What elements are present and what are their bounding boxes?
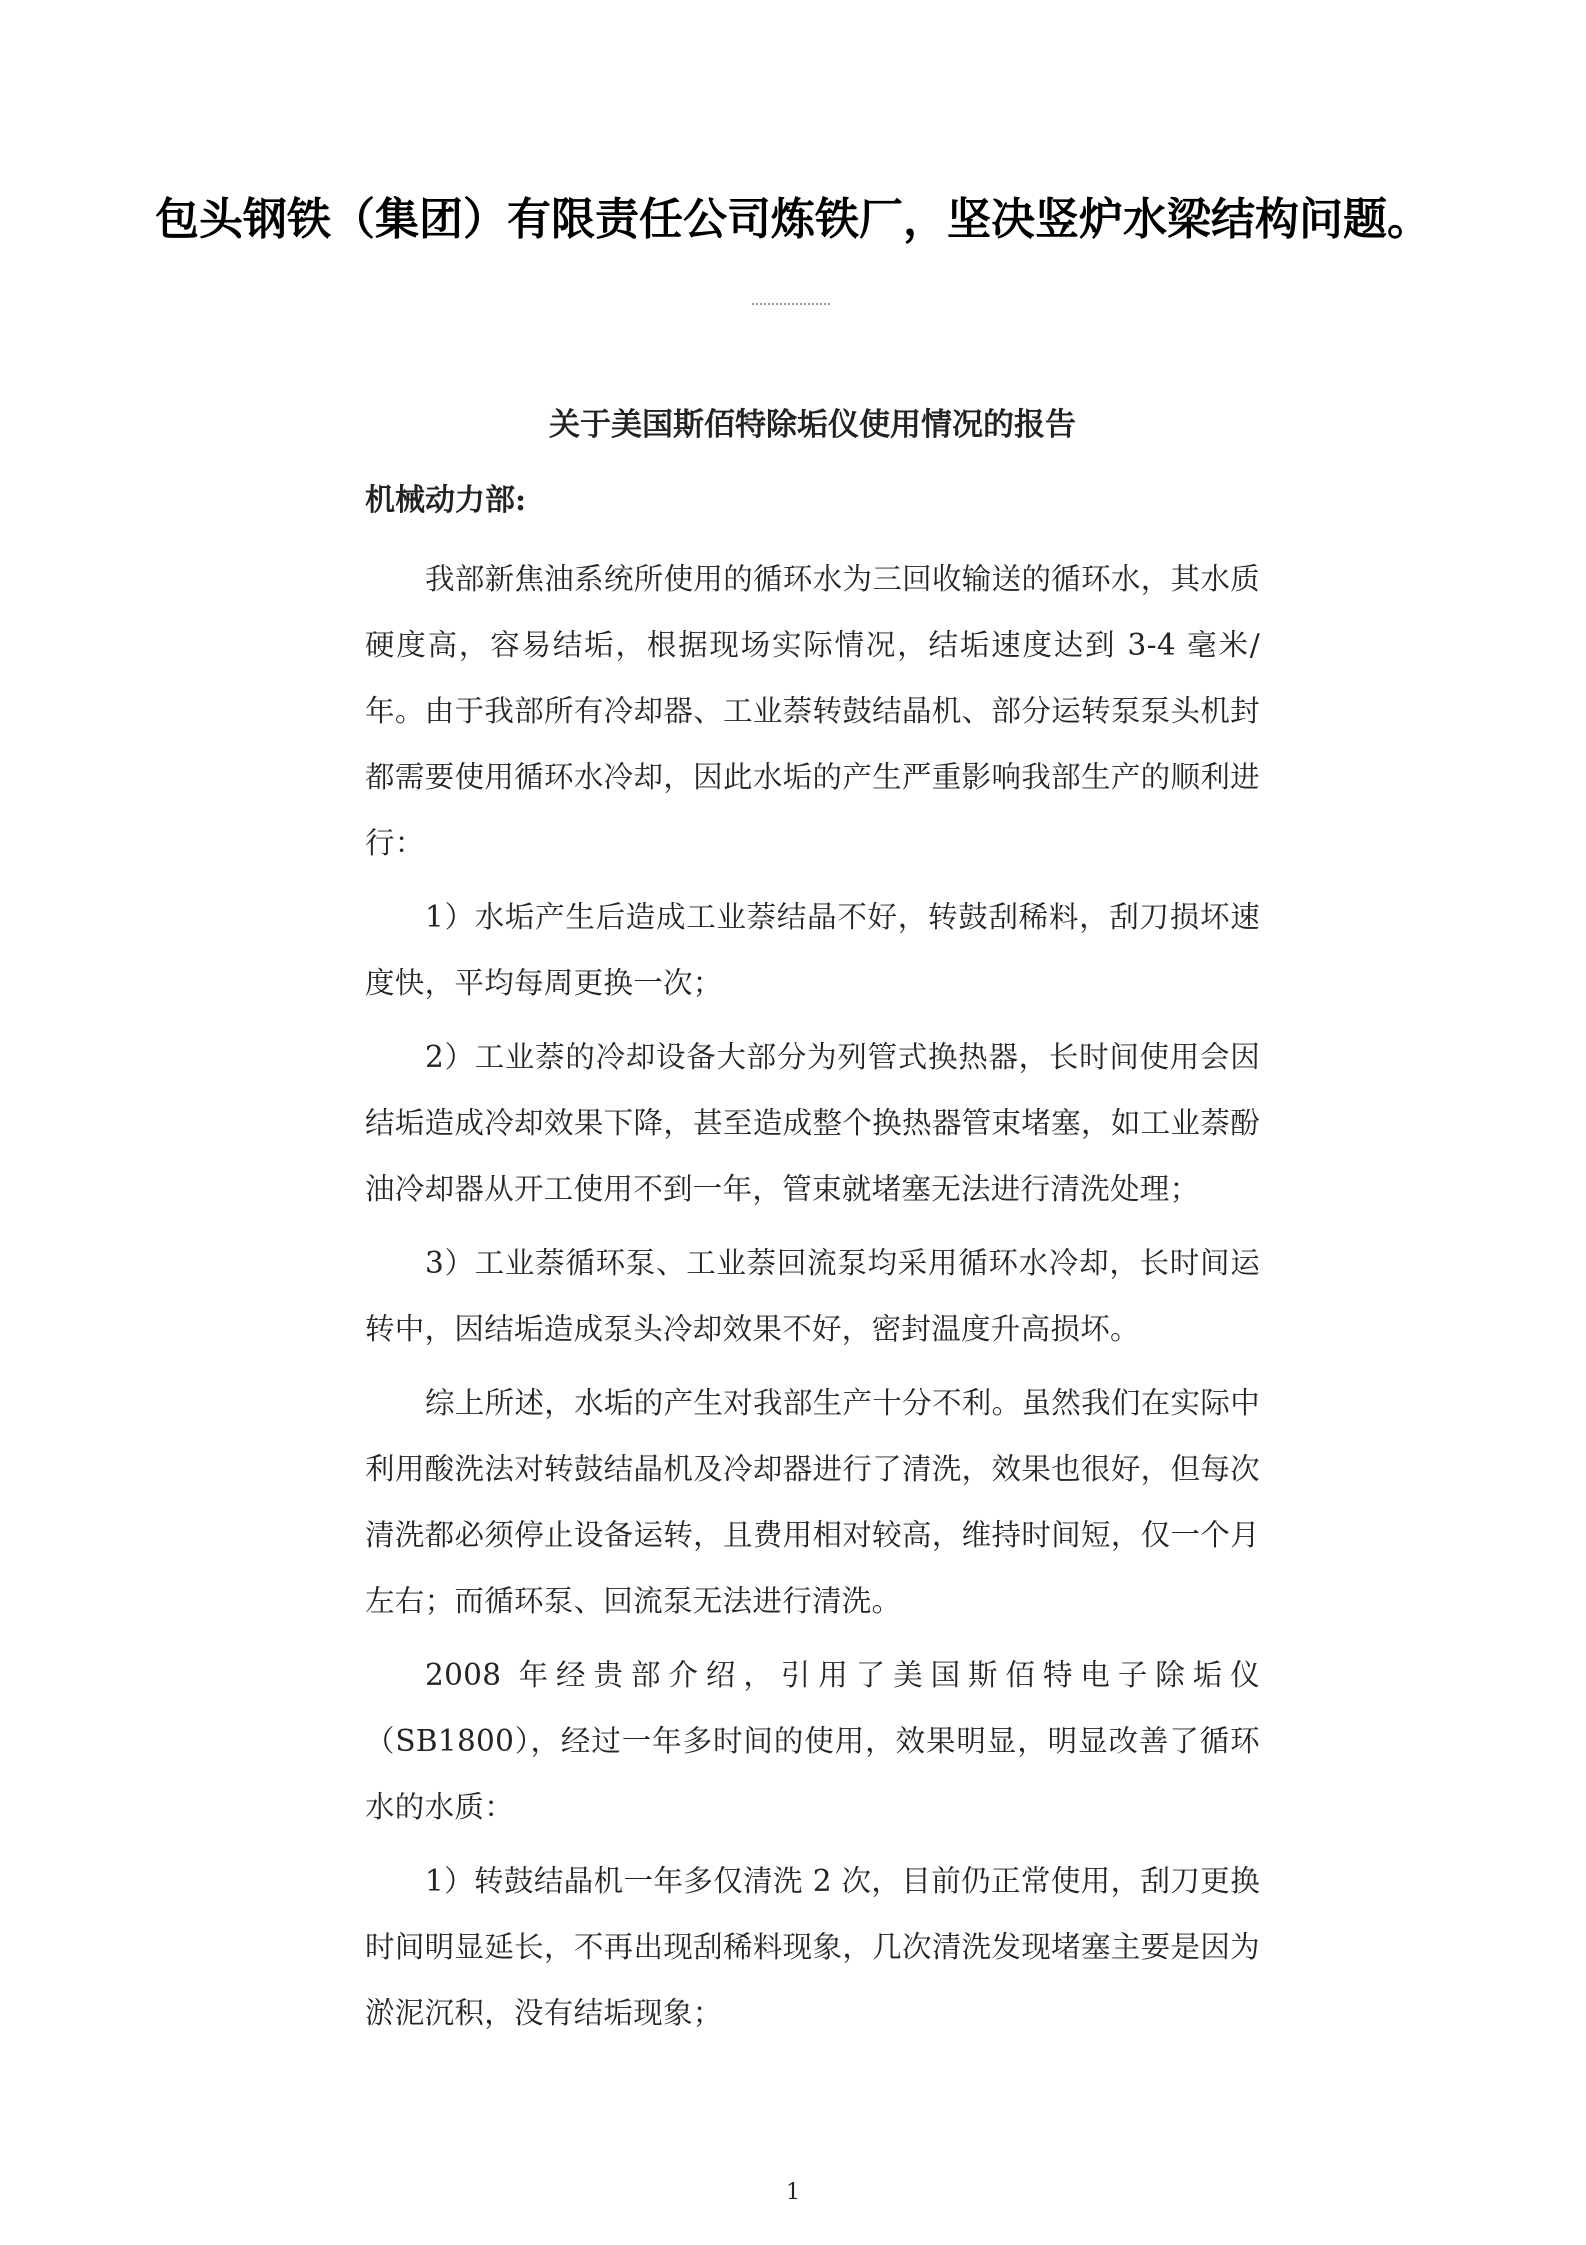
paragraph-intro: 我部新焦油系统所使用的循环水为三回收输送的循环水，其水质硬度高，容易结垢，根据现场实际情况，结垢速度达到 3-4 毫米/年。由于我部所有冷却器、工业萘转鼓结晶机、部分运转泵泵头机封都需要使用循环水冷却，因此水垢的产生严重影响我部生产的顺利进行： [365, 562, 1260, 860]
report-addressee: 机械动力部: [365, 483, 527, 518]
paragraph-result-1: 1）转鼓结晶机一年多仅清洗 2 次，目前仍正常使用，刮刀更换时间明显延长，不再出现刮稀料现象，几次清洗发现堵塞主要是因为淤泥沉积，没有结垢现象； [365, 1864, 1260, 2030]
report-title: 关于美国斯佰特除垢仪使用情况的报告 [549, 407, 1076, 443]
paragraph-adoption: 2008 年经贵部介绍，引用了美国斯佰特电子除垢仪（SB1800），经过一年多时间的使用，效果明显，明显改善了循环水的水质： [365, 1658, 1260, 1824]
paragraph-summary: 综上所述，水垢的产生对我部生产十分不利。虽然我们在实际中利用酸洗法对转鼓结晶机及冷却器进行了清洗，效果也很好，但每次清洗都必须停止设备运转，且费用相对较高，维持时间短，仅一个月左右；而循环泵、回流泵无法进行清洗。 [365, 1386, 1260, 1618]
paragraph-issue-1: 1）水垢产生后造成工业萘结晶不好，转鼓刮稀料，刮刀损坏速度快，平均每周更换一次； [365, 900, 1260, 1000]
page-heading: 包头钢铁（集团）有限责任公司炼铁厂，坚决竖炉水梁结构问题。 [155, 194, 1431, 245]
scan-artifact-mark [752, 303, 830, 308]
paragraph-issue-2: 2）工业萘的冷却设备大部分为列管式换热器，长时间使用会因结垢造成冷却效果下降，甚至造成整个换热器管束堵塞，如工业萘酚油冷却器从开工使用不到一年，管束就堵塞无法进行清洗处理； [365, 1040, 1260, 1206]
page-number: 1 [786, 2180, 800, 2205]
paragraph-issue-3: 3）工业萘循环泵、工业萘回流泵均采用循环水冷却，长时间运转中，因结垢造成泵头冷却效果不好，密封温度升高损坏。 [365, 1246, 1260, 1346]
report-body [365, 400, 1260, 2054]
